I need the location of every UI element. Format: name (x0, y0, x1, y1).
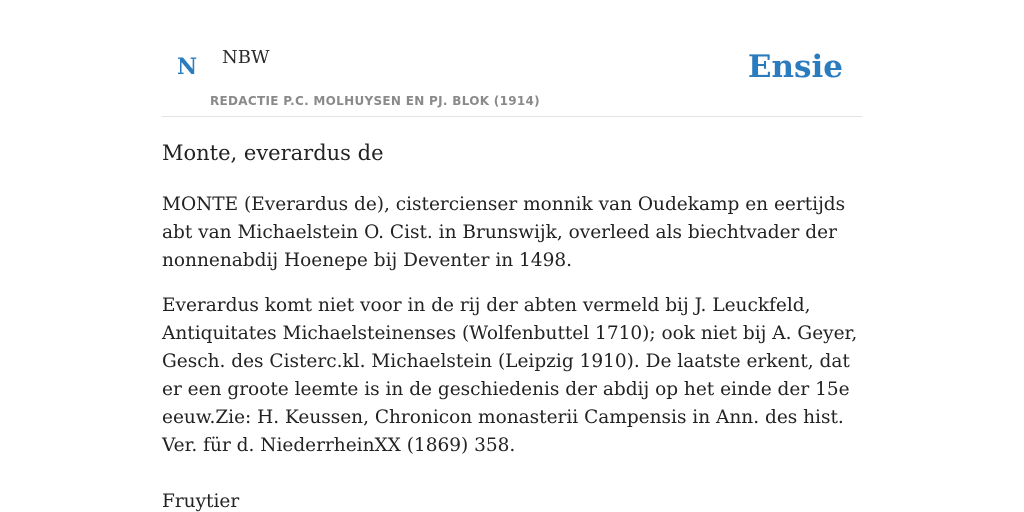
source-editors: REDACTIE P.C. MOLHUYSEN EN PJ. BLOK (1914) (210, 94, 540, 108)
article-author: Fruytier (162, 491, 240, 512)
brand-logo-link[interactable]: Ensie (747, 49, 843, 85)
article-title: Monte, everardus de (162, 141, 384, 165)
article-paragraph: MONTE (Everardus de), cistercienser monnik van Oudekamp en eertijds abt van Michaelstein O. Cist. in Brunswijk, overleed als biechtvader der nonnenabdij Hoenepe bij Deventer in 1498. (162, 194, 846, 272)
source-header (162, 0, 862, 117)
article-paragraph: Everardus komt niet voor in de rij der abten vermeld bij J. Leuckfeld, Antiquitates Michaelsteinenses (Wolfenbuttel 1710); ook niet bij A. Geyer, Gesch. des Cisterc.kl. Michaelstein (Leipzig 1910). De laatste erkent, dat er een groote leemte is in de geschiedenis der abdij op het einde der 15e eeuw.Zie: H. Keussen, Chronicon monasterii Campensis in Ann. des hist. Ver. für d. NiederrheinXX (1869) 358. (162, 295, 858, 457)
source-name: NBW (222, 47, 270, 68)
article (162, 140, 862, 512)
source-logo-icon: N (177, 54, 198, 80)
